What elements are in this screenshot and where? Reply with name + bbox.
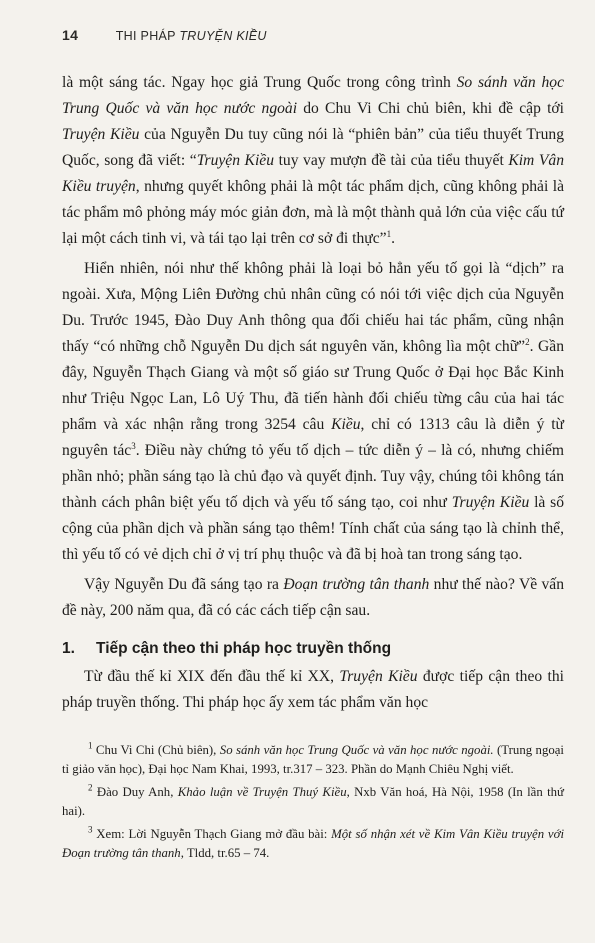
footnote-1: $^1$ Chu Vi Chi (Chủ biên), So sánh văn học Trung Quốc và văn học nước ngoài. (Trung ngoại tỉ giảo văn học), Đại học Nam Khai, 1993, tr.317 – 323. Phần do Mạnh Chiêu Nghị viết. [62, 740, 564, 776]
footnote-2: $^2$ Đào Duy Anh, Khảo luận về Truyện Thuý Kiều, Nxb Văn hoá, Hà Nội, 1958 (In lần thứ hai). [62, 782, 564, 818]
footnote-3: $^3$ Xem: Lời Nguyễn Thạch Giang mở đầu bài: Một số nhận xét về Kim Vân Kiều truyện với Đoạn trường tân thanh, Tldd, tr.65 – 74. [62, 824, 564, 860]
running-header [62, 27, 267, 43]
body-text [62, 70, 564, 716]
footnote-ref-3: 3 [131, 440, 136, 451]
paragraph-2: Hiển nhiên, nói như thế không phải là loại bỏ hẳn yếu tố gọi là “dịch” ra ngoài. Xưa, Mộng Liên Đường chủ nhân cũng có nói tới việc dịch của Nguyễn Du. Trước 1945, Đào Duy Anh thông qua đối chiếu hai tác phẩm, cũng nhận thấy “có những chỗ Nguyễn Du dịch sát nguyên văn, không lìa một chữ”$^2$. Gần đây, Nguyễn Thạch Giang và một số giáo sư Trung Quốc ở Đại học Bắc Kinh như Triệu Ngọc Lan, Lô Uý Thu, đã tiến hành đối chiếu từng câu của hai tác phẩm và xác nhận rằng trong 3254 câu Kiều, chỉ có 1313 câu là diễn ý từ nguyên tác$^3$. Điều này chứng tỏ yếu tố dịch – tức diễn ý – là có, nhưng chiếm phần nhỏ; phần sáng tạo là chủ đạo và quyết định. Tuy vậy, chúng tôi không tán thành cách phân biệt yếu tố dịch và yếu tố sáng tạo, coi như Truyện Kiều là số cộng của phần dịch và phần sáng tạo thêm! Tính chất của sáng tạo là chỉnh thể, thì yếu tố có vẻ dịch chỉ ở vị trí phụ thuộc và đã bị hoà tan trong sáng tạo. [62, 260, 564, 563]
page-number: 14 [62, 27, 79, 43]
section-heading [62, 636, 564, 662]
paragraph-3: Vậy Nguyễn Du đã sáng tạo ra Đoạn trường tân thanh như thế nào? Về vấn đề này, 200 năm qua, đã có các cách tiếp cận sau. [62, 576, 564, 619]
footnotes [62, 741, 564, 867]
paragraph-4: Từ đầu thế kỉ XIX đến đầu thế kỉ XX, Truyện Kiều được tiếp cận theo thi pháp truyền thống. Thi pháp học ấy xem tác phẩm văn học [62, 668, 564, 711]
running-title: THI PHÁP TRUYỆN KIỀU [115, 29, 267, 43]
footnote-ref-1: 1 [386, 228, 392, 239]
section-title: Tiếp cận theo thi pháp học truyền thống [96, 640, 392, 657]
footnote-ref-2: 2 [525, 336, 530, 347]
section-number: 1. [62, 640, 75, 657]
paragraph-1: là một sáng tác. Ngay học giả Trung Quốc trong công trình So sánh văn học Trung Quốc và văn học nước ngoài do Chu Vi Chi chủ biên, khi đề cập tới Truyện Kiều của Nguyễn Du tuy cũng nói là “phiên bản” của tiểu thuyết Trung Quốc, song đã viết: “Truyện Kiều tuy vay mượn đề tài của tiểu thuyết Kim Vân Kiều truyện, nhưng quyết không phải là một tác phẩm dịch, cũng không phải là tác phẩm mô phỏng máy móc giản đơn, mà là một thành quả lớn của việc cấu tứ lại một cách tinh vi, và tái tạo lại trên cơ sở đi thực”$^1$. [62, 74, 564, 247]
